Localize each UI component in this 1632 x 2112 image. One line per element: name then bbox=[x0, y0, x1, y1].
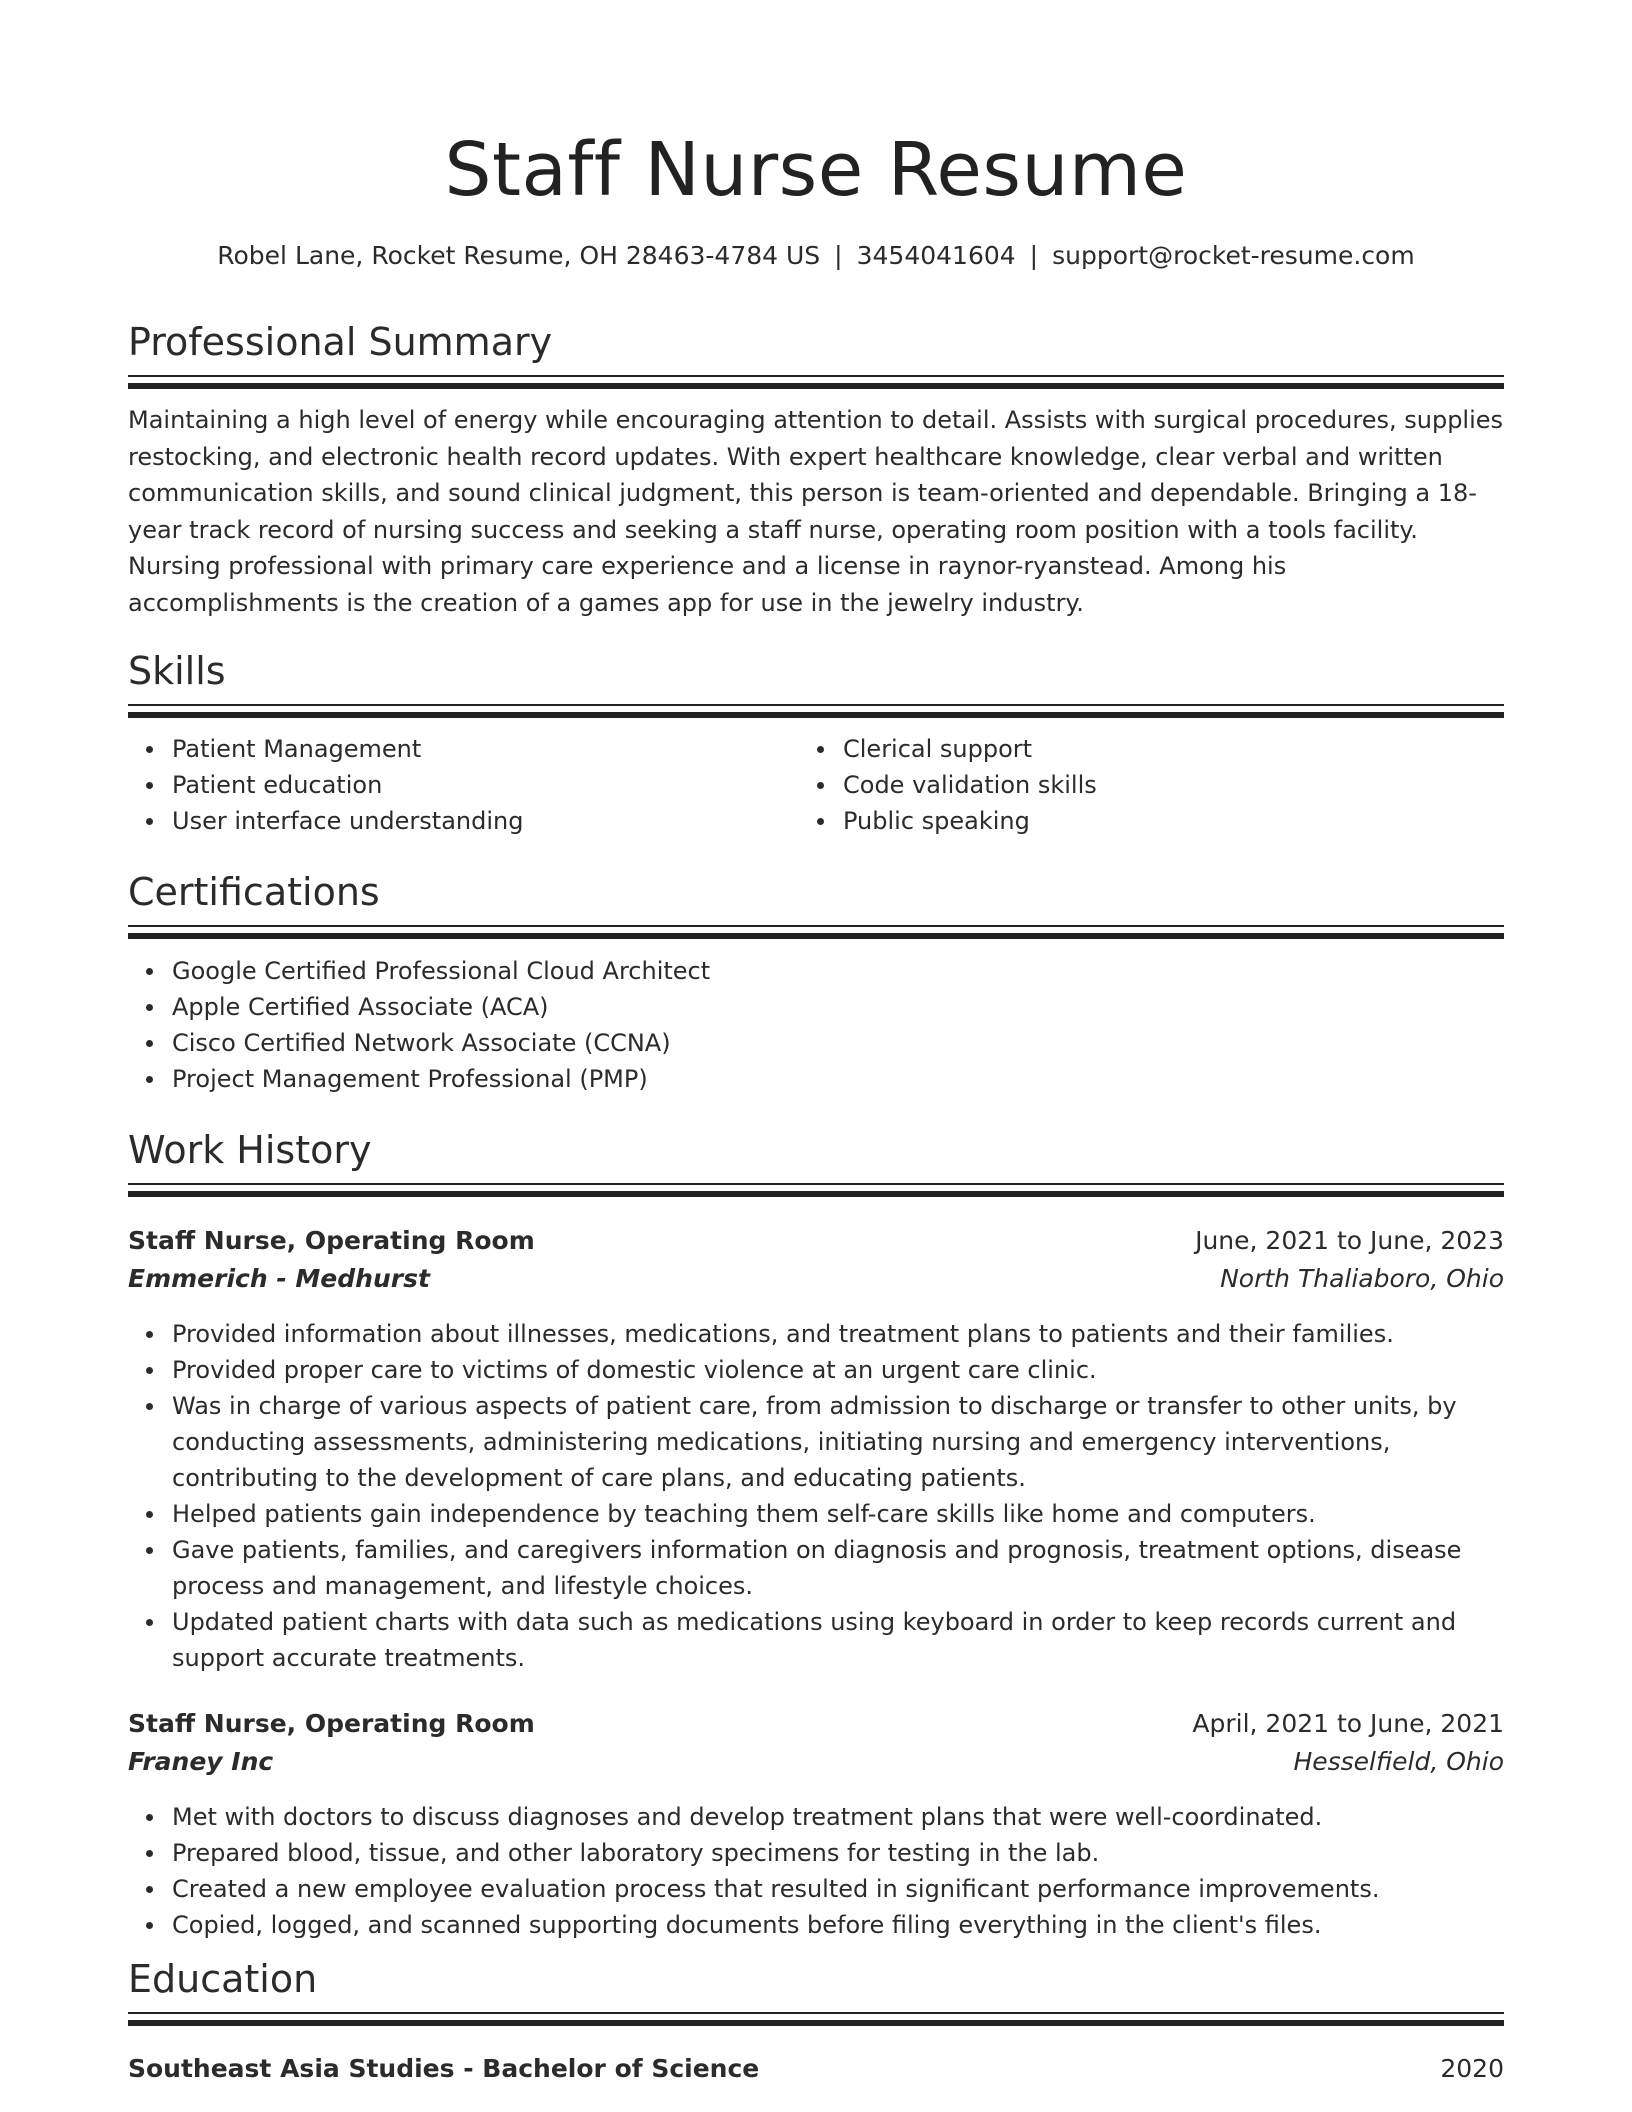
summary-text: Maintaining a high level of energy while encouraging attention to detail. Assists with surgical procedures, supplies restocking, and electronic health record updates. With expert healthcare knowledge, clear verbal and written communication skills, and sound clinical judgment, this person is team-oriented and dependable. Bringing a 18-year track record of nursing success and seeking a staff nurse, operating room position with a tools facility. Nursing professional with primary care experience and a license in raynor-ryanstead. Among his accomplishments is the creation of a games app for use in the jewelry industry. bbox=[128, 406, 1504, 617]
job-duty: Met with doctors to discuss diagnoses and develop treatment plans that were well-coordinated. bbox=[172, 1799, 1512, 1835]
contact-email[interactable]: support@rocket-resume.com bbox=[1052, 241, 1415, 270]
skill-item: Patient Management bbox=[172, 731, 802, 767]
skills-list-right bbox=[799, 731, 1483, 839]
job-duty: Copied, logged, and scanned supporting documents before filing everything in the client's files. bbox=[172, 1907, 1512, 1943]
certification-item: Project Management Professional (PMP) bbox=[172, 1061, 1502, 1097]
job-dates: June, 2021 to June, 2023 bbox=[1195, 1226, 1504, 1255]
job-duty: Prepared blood, tissue, and other laboratory specimens for testing in the lab. bbox=[172, 1835, 1512, 1871]
job-duty: Helped patients gain independence by teaching them self-care skills like home and computers. bbox=[172, 1496, 1512, 1532]
education-year: 2020 bbox=[1440, 2054, 1504, 2083]
job-duty: Gave patients, families, and caregivers information on diagnosis and prognosis, treatment options, disease process and management, and lifestyle choices. bbox=[172, 1532, 1512, 1604]
job-title: Staff Nurse, Operating Room bbox=[128, 1226, 535, 1255]
certification-item: Cisco Certified Network Associate (CCNA) bbox=[172, 1025, 1502, 1061]
job-duty: Created a new employee evaluation process that resulted in significant performance improvements. bbox=[172, 1871, 1512, 1907]
skills-list-left bbox=[128, 731, 802, 839]
job-duty: Provided information about illnesses, medications, and treatment plans to patients and their families. bbox=[172, 1316, 1512, 1352]
section-work-history bbox=[128, 1122, 1504, 1178]
contact-line bbox=[128, 236, 1504, 276]
skill-item: Code validation skills bbox=[843, 767, 1483, 803]
job-location: Hesselfield, Ohio bbox=[1293, 1747, 1504, 1776]
section-education bbox=[128, 1951, 1504, 2007]
section-certifications bbox=[128, 864, 1504, 920]
job-duties-list bbox=[128, 1799, 1512, 1943]
section-heading-skills: Skills bbox=[128, 649, 226, 693]
education-degree: Southeast Asia Studies - Bachelor of Science bbox=[128, 2054, 760, 2083]
job-company: Franey Inc bbox=[128, 1747, 274, 1776]
job-duties-list bbox=[128, 1316, 1512, 1676]
section-skills bbox=[128, 643, 1504, 699]
skill-item: Clerical support bbox=[843, 731, 1483, 767]
section-heading-work-history: Work History bbox=[128, 1128, 372, 1172]
contact-address: Robel Lane, Rocket Resume, OH 28463-4784 US bbox=[217, 241, 821, 270]
contact-separator: | bbox=[1029, 241, 1039, 270]
contact-phone: 3454041604 bbox=[856, 241, 1016, 270]
job-company: Emmerich - Medhurst bbox=[128, 1264, 430, 1293]
certifications-list bbox=[128, 953, 1502, 1097]
contact-separator: | bbox=[834, 241, 843, 270]
job-location: North Thaliaboro, Ohio bbox=[1220, 1264, 1504, 1293]
skill-item: User interface understanding bbox=[172, 803, 802, 839]
job-duty: Provided proper care to victims of domestic violence at an urgent care clinic. bbox=[172, 1352, 1512, 1388]
certification-item: Apple Certified Associate (ACA) bbox=[172, 989, 1502, 1025]
resume-title: Staff Nurse Resume bbox=[444, 127, 1188, 213]
job-duty: Was in charge of various aspects of patient care, from admission to discharge or transfer to other units, by conducting assessments, administering medications, initiating nursing and emergency interventions, contributing to the development of care plans, and educating patients. bbox=[172, 1388, 1512, 1496]
job-duty: Updated patient charts with data such as medications using keyboard in order to keep records current and support accurate treatments. bbox=[172, 1604, 1512, 1676]
section-summary bbox=[128, 314, 1504, 370]
skill-item: Public speaking bbox=[843, 803, 1483, 839]
section-heading-summary: Professional Summary bbox=[128, 320, 553, 364]
section-heading-certifications: Certifications bbox=[128, 870, 380, 914]
job-dates: April, 2021 to June, 2021 bbox=[1192, 1709, 1504, 1738]
skill-item: Patient education bbox=[172, 767, 802, 803]
certification-item: Google Certified Professional Cloud Architect bbox=[172, 953, 1502, 989]
section-heading-education: Education bbox=[128, 1957, 318, 2001]
job-title: Staff Nurse, Operating Room bbox=[128, 1709, 535, 1738]
